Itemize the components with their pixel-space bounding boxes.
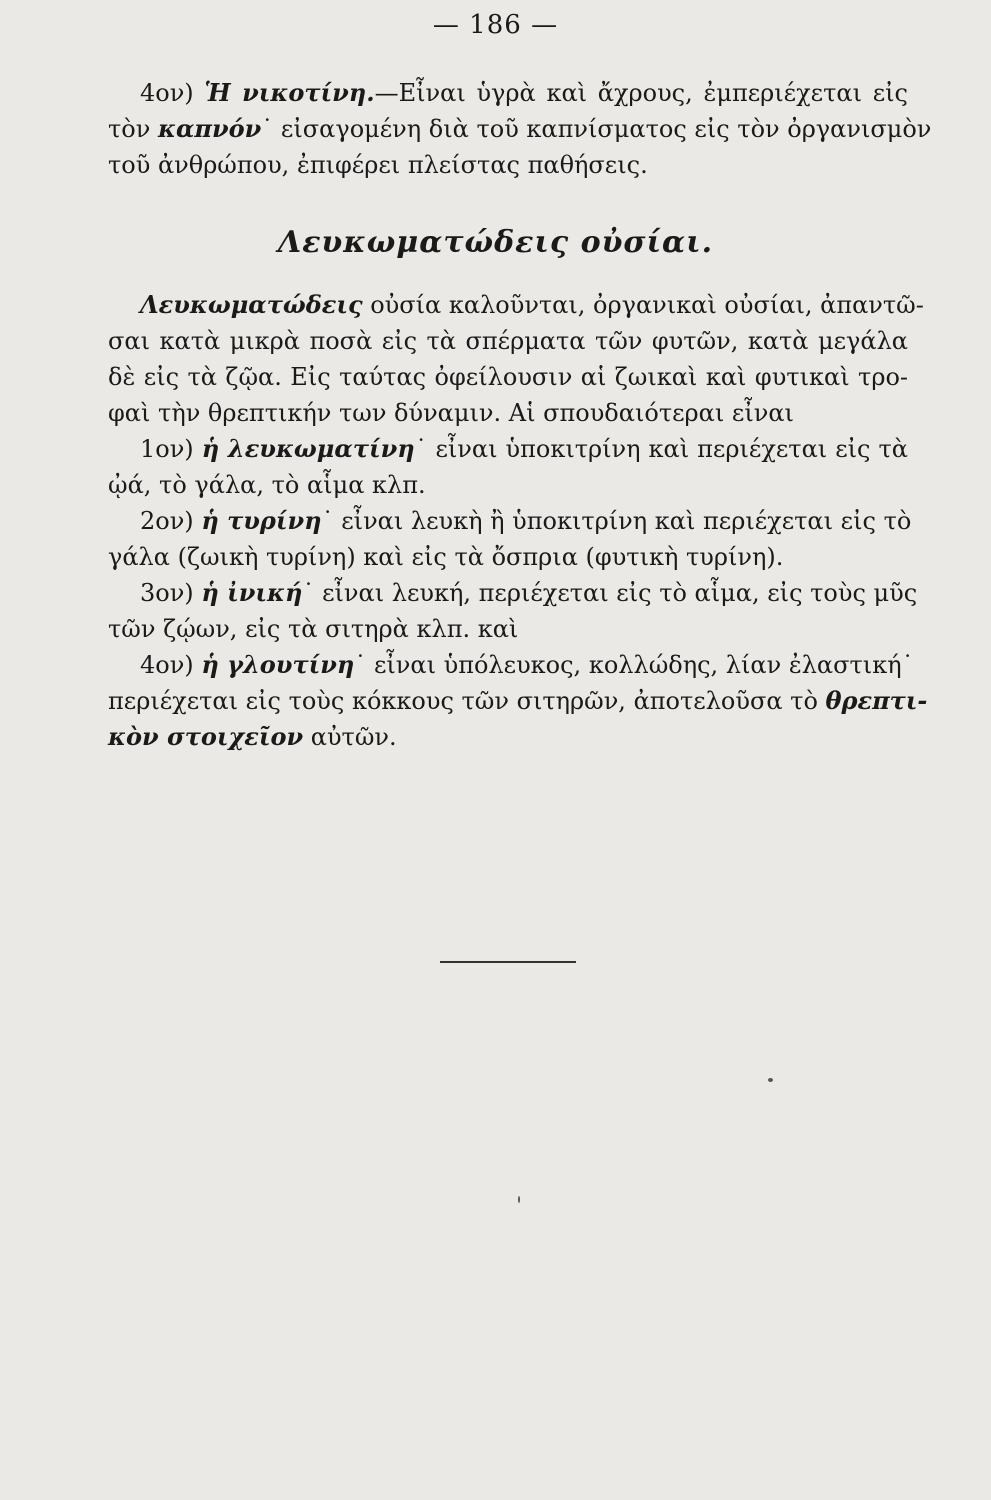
section-heading: Λευκωματώδεις οὐσίαι. xyxy=(277,225,714,260)
term-albumin: ἡ λευκωματίνη xyxy=(201,434,415,463)
intro-line-2: σαι κατὰ μικρὰ ποσὰ εἰς τὰ σπέρματα τῶν φυτῶν, κατὰ μεγάλα xyxy=(108,327,908,355)
item-1-line-2: ᾠά, τὸ γάλα, τὸ αἷμα κλπ. xyxy=(108,471,426,499)
term-gluten: ἡ γλουτίνη xyxy=(201,650,355,679)
line-text: τὸν xyxy=(108,115,158,143)
item-4-line-2 xyxy=(108,686,928,716)
line-text: περιέχεται εἰς τοὺς κόκκους τῶν σιτηρῶν, ἀποτελοῦσα τὸ xyxy=(108,687,826,715)
nicotine-text: —Εἶναι ὑγρὰ καὶ ἄχρους, ἐμπεριέχεται εἰς xyxy=(374,79,908,107)
item-3-line-1 xyxy=(140,578,918,608)
line-text: οὐσία καλοῦνται, ὀργανικαὶ οὐσίαι, ἀπαντῶ- xyxy=(362,291,924,319)
line-text: ˙ εἶναι ὑποκιτρίνη καὶ περιέχεται εἰς τὰ xyxy=(414,435,908,463)
scan-speck xyxy=(518,1196,520,1203)
page-number: — 186 — xyxy=(432,10,559,40)
line-text: ˙ εἰσαγομένη διὰ τοῦ καπνίσματος εἰς τὸν ὀργανισμὸν xyxy=(261,115,932,143)
line-text: ˙ εἶναι λευκή, περιέχεται εἰς τὸ αἷμα, εἰς τοὺς μῦς xyxy=(302,579,918,607)
item-number: 3ον) xyxy=(140,579,202,607)
line-text: αὐτῶν. xyxy=(303,723,397,751)
item-number: 2ον) xyxy=(140,507,202,535)
item-number: 4ον) xyxy=(140,79,205,107)
term-nutritive: θρεπτι- xyxy=(825,686,928,715)
item-3-line-2: τῶν ζῴων, εἰς τὰ σιτηρὰ κλπ. καὶ xyxy=(108,615,519,643)
item-4-line-3 xyxy=(108,722,908,752)
line-text: ˙ εἶναι λευκὴ ἢ ὑποκιτρίνη καὶ περιέχεται εἰς τὸ xyxy=(321,507,912,535)
intro-line-1 xyxy=(140,290,924,320)
term-casein: ἡ τυρίνη xyxy=(201,506,322,535)
item-2-line-1 xyxy=(140,506,912,536)
item-4-line-1 xyxy=(140,650,914,680)
item-number: 4ον) xyxy=(140,651,202,679)
item-1-line-1 xyxy=(140,434,908,464)
scan-speck xyxy=(768,1078,773,1082)
intro-line-4: φαὶ τὴν θρεπτικήν των δύναμιν. Αἱ σπουδαιότεραι εἶναι xyxy=(108,399,794,427)
item-number: 1ον) xyxy=(140,435,202,463)
term-fibrin: ἡ ἰνική xyxy=(201,578,303,607)
intro-line-3: δὲ εἰς τὰ ζῷα. Εἰς ταύτας ὀφείλουσιν αἱ ζωικαὶ καὶ φυτικαὶ τρο- xyxy=(108,363,908,391)
term-element: κὸν στοιχεῖον xyxy=(108,722,304,751)
item-2-line-2: γάλα (ζωικὴ τυρίνη) καὶ εἰς τὰ ὄσπρια (φυτικὴ τυρίνη). xyxy=(108,543,784,571)
nicotine-line-1 xyxy=(140,78,908,108)
nicotine-line-3: τοῦ ἀνθρώπου, ἐπιφέρει πλείστας παθήσεις. xyxy=(108,151,648,179)
line-text: ˙ εἶναι ὑπόλευκος, κολλώδης, λίαν ἐλαστική˙ xyxy=(354,651,914,679)
term-albuminoids: Λευκωματώδεις xyxy=(140,290,363,319)
term-nicotine: Ἡ νικοτίνη. xyxy=(204,78,375,107)
separator-rule xyxy=(440,961,576,963)
term-tobacco: καπνόν xyxy=(157,114,262,143)
nicotine-line-2 xyxy=(108,114,932,144)
